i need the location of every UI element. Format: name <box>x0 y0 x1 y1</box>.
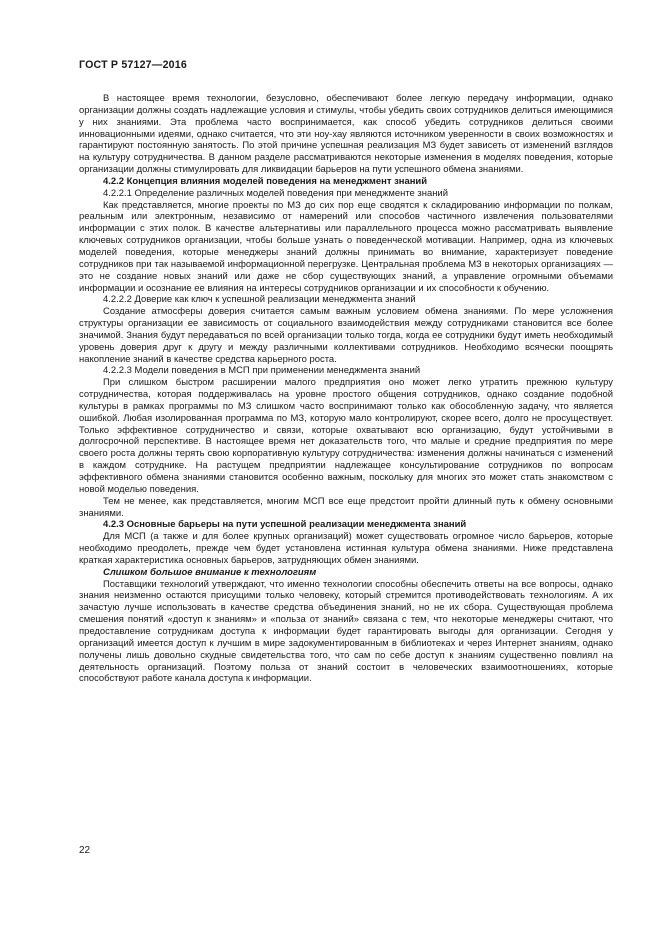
paragraph: При слишком быстром расширении малого предприятия оно может легко утратить прежнюю культуру сотрудничества, которая поддерживалась на уровне простого общения сотрудников, однако создание подобной культуры в рамках программы по МЗ слишком часто воспринимают только как обособленную задачу, что является ошибкой. Любая изолированная программа по МЗ, которую мало контролируют, скорее всего, долго не просуществует. Только эффективное сотрудничество и связи, которые охватывают всю организацию, будут устойчивыми в долгосрочной перспективе. В настоящее время нет доказательств того, что малые и средние предприятия по мере своего роста должны терять свою корпоративную культуру сотрудничества: изменения должны начинаться с изменений в каждом сотруднике. На растущем предприятии надлежащее консультирование сотрудников по вопросам эффективного обмена знаниями становится особенно важным, поскольку для многих это может стать знакомством с новой моделью поведения. <box>79 377 613 495</box>
paragraph: 4.2.2.3 Модели поведения в МСП при применении менеджмента знаний <box>103 365 421 377</box>
paragraph: Создание атмосферы доверия считается самым важным условием обмена знаниями. По мере усложнения структуры организации ее зависимость от социального взаимодействия между сотрудниками становится все более значимой. Знания будут передаваться по всей организации только тогда, когда ее сотрудники будут иметь необходимый уровень доверия друг к другу и между различными коллективами сотрудников. Необходимо всячески поощрять накопление знаний в качестве средства карьерного роста. <box>79 306 613 365</box>
paragraph: Поставщики технологий утверждают, что именно технологии способны обеспечить ответы на все вопросы, однако знания неизменно остаются присущими только человеку, который стремится противодействовать технологиям. А их зачастую лучше использовать в качестве средства объединения знаний, но не их сбора. Существующая проблема смешения понятий «доступ к знаниям» и «польза от знаний» связана с тем, что некоторые менеджеры считают, что предоставление сотрудникам доступа к информации будет гарантировать выгоды для организации. Сегодня у организаций имеется доступ к лучшим в мире задокументированным в библиотеках и через Интернет знаниям, однако получены лишь довольно скудные свидетельства того, что сам по себе доступ к знаниям существенно повлиял на деятельность организаций. Поэтому польза от знаний состоит в человеческих взаимоотношениях, которые способствуют работе канала доступа к информации. <box>79 578 613 685</box>
paragraph: 4.2.2.1 Определение различных моделей поведения при менеджменте знаний <box>103 187 448 199</box>
paragraph: Тем не менее, как представляется, многим МСП все еще предстоит пройти длинный путь к обмену основными знаниями. <box>79 495 613 519</box>
page-number: 22 <box>79 845 91 856</box>
paragraph: В настоящее время технологии, безусловно, обеспечивают более легкую передачу информации, однако организации должны создать надлежащие условия и стимулы, чтобы убедить своих сотрудников делиться имеющимися у них знаниями. Эта проблема часто воспринимается, как способ убедить сотрудников делиться своими инновационными идеями, однако считается, что эти ноу-хау являются источником уверенности в своих возможностях и гарантируют постоянную занятость. По этой причине успешная реализация МЗ будет зависеть от изменений взглядов на культуру сотрудничества. В данном разделе рассматриваются некоторые изменения в моделях поведения, которые организации должны стимулировать для ликвидации барьеров на пути успешного обмена знаниями. <box>79 93 613 176</box>
section-heading: 4.2.3 Основные барьеры на пути успешной реализации менеджмента знаний <box>103 519 467 531</box>
section-heading: 4.2.2 Концепция влияния моделей поведения на менеджмент знаний <box>103 175 428 187</box>
section-heading: Слишком большое внимание к технологиям <box>103 566 317 578</box>
document-body <box>79 93 613 685</box>
standard-header: ГОСТ Р 57127—2016 <box>79 59 187 71</box>
paragraph: Для МСП (а также и для более крупных организаций) может существовать огромное число барьеров, которые необходимо преодолеть, прежде чем будет установлена истинная культура обмена знаниями. Ниже представлена краткая характеристика основных барьеров, затрудняющих обмен знаниями. <box>79 531 613 566</box>
paragraph: 4.2.2.2 Доверие как ключ к успешной реализации менеджмента знаний <box>103 294 416 306</box>
paragraph: Как представляется, многие проекты по МЗ до сих пор еще сводятся к складированию информации по полкам, реальным или электронным, независимо от намерений или способов частичного извлечения пользователями информации с этих полок. В качестве альтернативы или параллельного процесса можно рассматривать выявление ключевых сотрудников организации, чтобы больше узнать о поведенческой мотивации. Например, одна из ключевых моделей поведения, которые менеджеры знаний должны принимать во внимание, характеризует поведение сотрудников при так называемой информационной перегрузке. Центральная проблема МЗ в некоторых организациях — это не создание новых знаний или даже не сбор существующих знаний, а управление огромными объемами информации и осознание ее влияния на интересы сотрудников организации и их способности к обучению. <box>79 199 613 294</box>
